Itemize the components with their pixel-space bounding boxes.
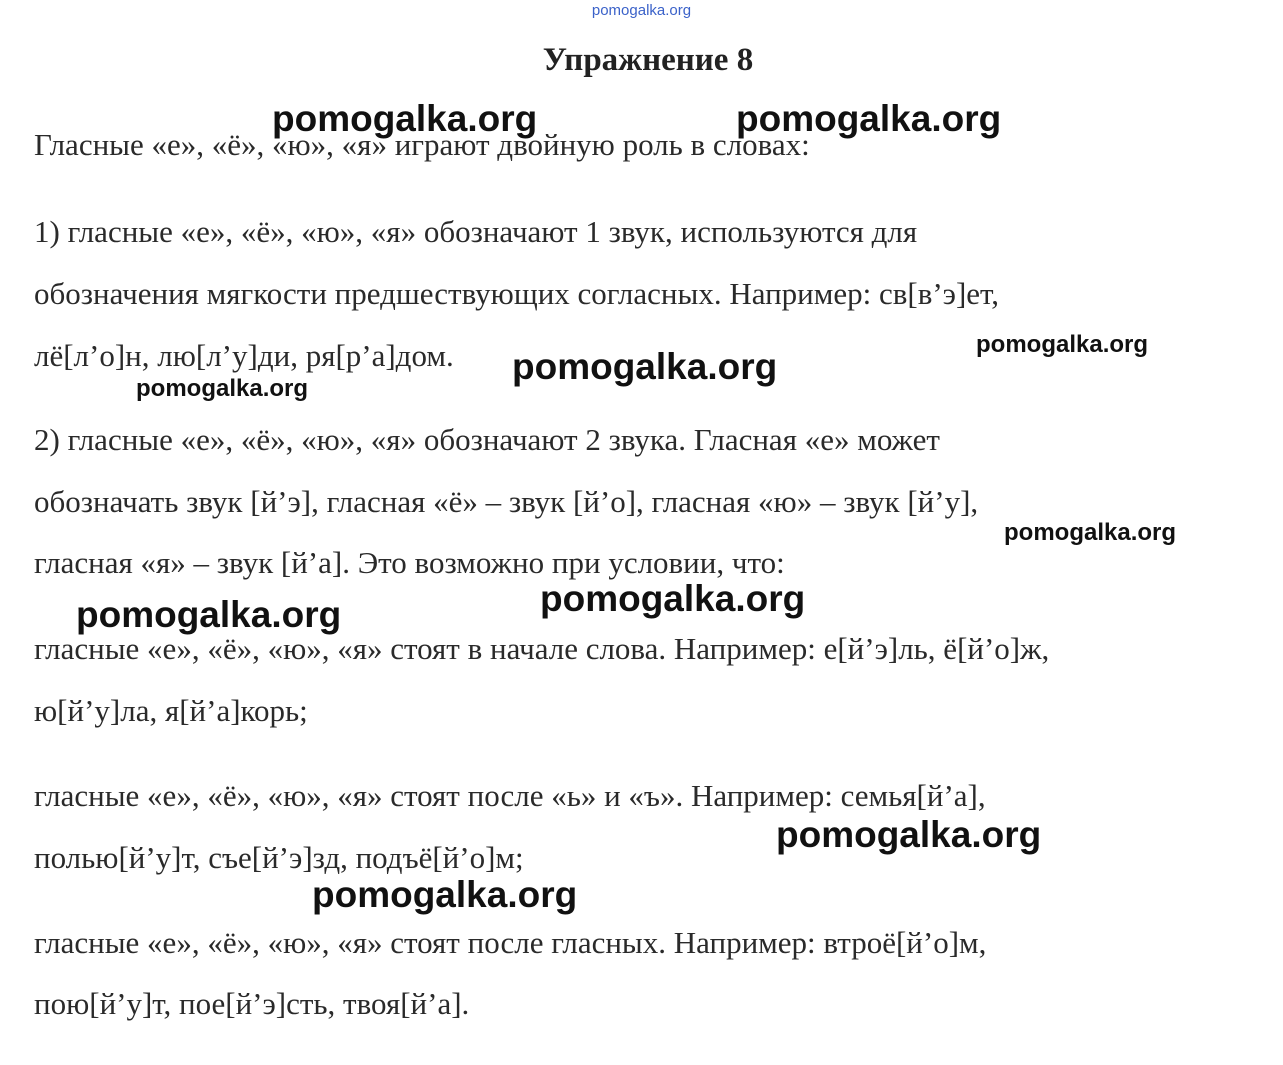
- page-title: Упражнение 8: [542, 42, 754, 78]
- text-line: обозначать звук [й’э], гласная «ё» – звук [й’о], гласная «ю» – звук [й’у],: [34, 484, 979, 519]
- watermark: pomogalka.org: [1004, 519, 1177, 546]
- text-line: гласная «я» – звук [й’а]. Это возможно при условии, что:: [34, 545, 785, 580]
- watermark: pomogalka.org: [540, 578, 806, 619]
- text-line: 2) гласные «е», «ё», «ю», «я» обозначают 2 звука. Гласная «е» может: [34, 422, 940, 457]
- watermark: pomogalka.org: [512, 346, 778, 387]
- text-line: гласные «е», «ё», «ю», «я» стоят после «ь» и «ъ». Например: семья[й’а],: [34, 778, 986, 813]
- watermark: pomogalka.org: [736, 98, 1002, 139]
- text-line: 1) гласные «е», «ё», «ю», «я» обозначают 1 звук, используются для: [34, 214, 918, 249]
- text-line: пою[й’у]т, пое[й’э]сть, твоя[й’а].: [34, 986, 470, 1021]
- text-line: обозначения мягкости предшествующих согласных. Например: св[в’э]ет,: [34, 276, 1000, 311]
- watermark: pomogalka.org: [76, 594, 342, 635]
- text-line: гласные «е», «ё», «ю», «я» стоят после гласных. Например: втроё[й’о]м,: [34, 925, 987, 960]
- text-line: ю[й’у]ла, я[й’а]корь;: [34, 693, 308, 728]
- text-line: гласные «е», «ё», «ю», «я» стоят в начале слова. Например: е[й’э]ль, ё[й’о]ж,: [34, 631, 1050, 666]
- watermark: pomogalka.org: [312, 874, 578, 915]
- watermark: pomogalka.org: [136, 375, 309, 402]
- watermark: pomogalka.org: [976, 331, 1149, 358]
- watermark: pomogalka.org: [776, 814, 1042, 855]
- text-line: Гласные «е», «ё», «ю», «я» играют двойную роль в словах:: [34, 127, 810, 162]
- watermark: pomogalka.org: [272, 98, 538, 139]
- text-line: лё[л’о]н, лю[л’у]ди, ря[р’а]дом.: [34, 338, 454, 373]
- site-link[interactable]: pomogalka.org: [591, 2, 692, 19]
- text-line: полью[й’у]т, съе[й’э]зд, подъё[й’о]м;: [34, 840, 524, 875]
